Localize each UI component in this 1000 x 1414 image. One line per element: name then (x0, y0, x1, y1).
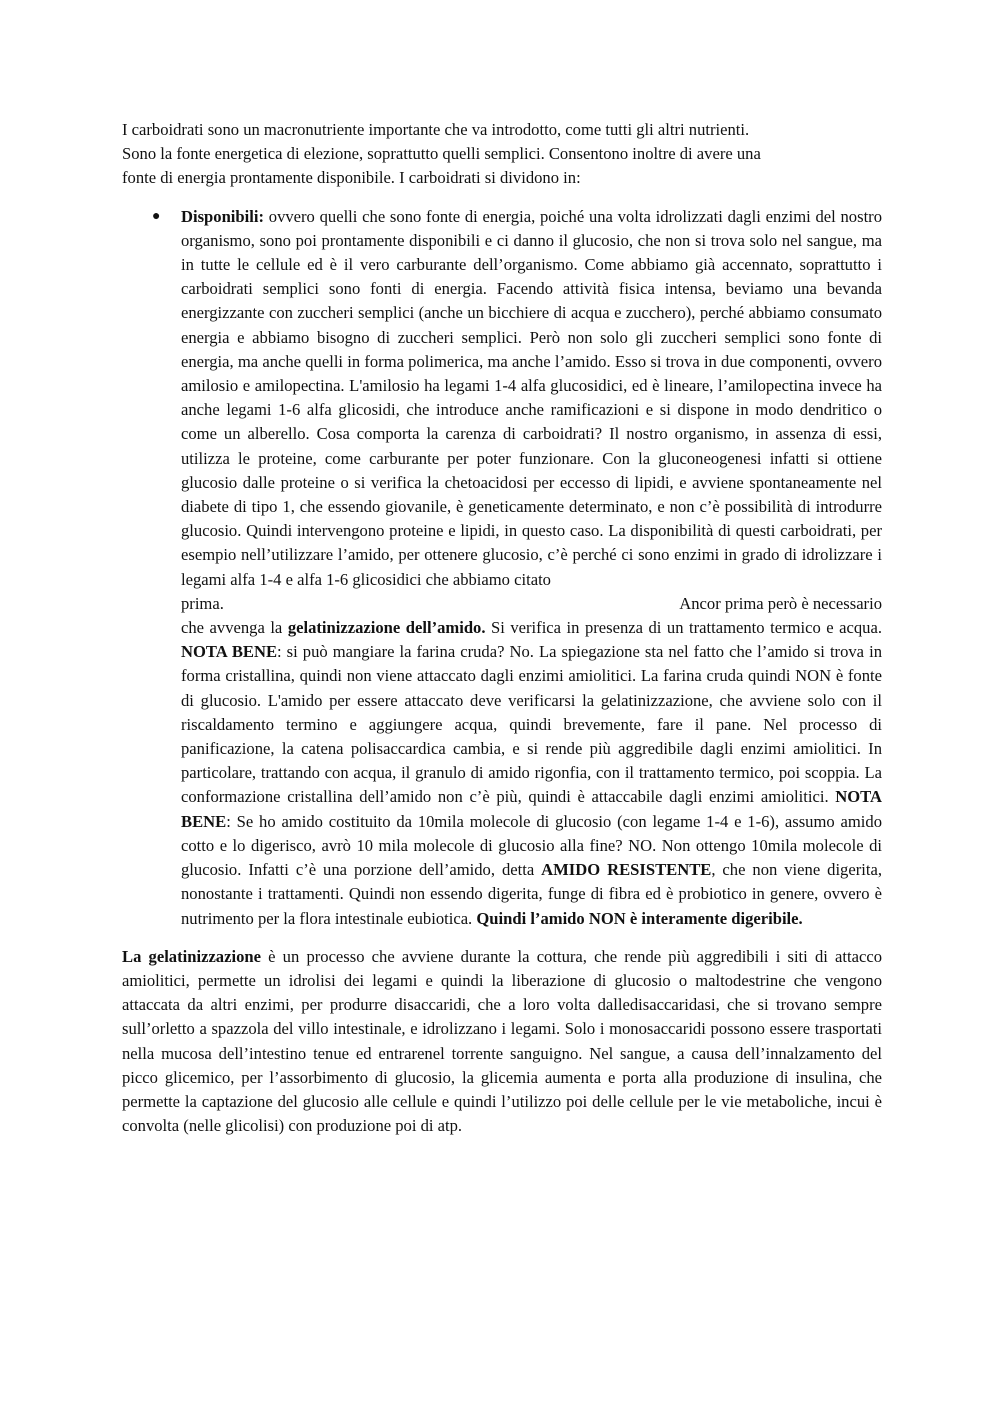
gelatinizzazione-heading: La gelatinizzazione (122, 946, 261, 966)
list-item-text-part1 (181, 205, 882, 592)
body-text: Si verifica in presenza di un trattamento termico e acqua. (485, 618, 882, 638)
body-text: : si può mangiare la farina cruda? No. La spiegazione sta nel fatto che l’amido si trova in forma cristallina, quindi non viene attaccato dagli enzimi amiolitici. La farina cruda quindi NON è fonte di glucosio. L'amido per essere attaccato deve verificarsi la gelatinizzazione, che avviene solo con il riscaldamento termino e aggiungere acqua, quindi brevemente, fare il pane. Nel processo di panificazione, la catena polisaccardica cambia, e si rende più aggredibile dagli enzimi amiolitici. In particolare, trattando con acqua, il granulo di amido rigonfia, con il trattamento termico, poi scoppia. La conformazione cristallina dell’amido non c’è più, quindi è attaccabile dagli enzimi amiolitici. (181, 642, 882, 807)
amido-resistente-bold: AMIDO RESISTENTE (541, 860, 712, 880)
gelatinizzazione-bold: gelatinizzazione dell’amido. (287, 618, 486, 638)
prima-line (181, 592, 882, 616)
body-text: : Se ho amido costituito da 10mila molecole di glucosio (con legame 1-4 e 1-6), assumo amido cotto e lo digerisco, avrò 10 mila molecole di glucosio alla fine? NO. Non ottengo 10mila molecole di glucosio. Infatti c’è una porzione dell’amido, detta (181, 811, 882, 880)
body-text: , che non viene digerita, nonostante i trattamenti. Quindi non essendo digerita, funge di fibra ed è probiotico in genere, ovvero è nutrimento per la flora intestinale eubiotica. (181, 860, 882, 928)
list-item-heading: Disponibili: (181, 206, 265, 226)
list-item-body: ovvero quelli che sono fonte di energia, poiché una volta idrolizzati dagli enzimi del nostro organismo, sono poi prontamente disponibili e ci danno il glucosio, che non si trova solo nel sangue, ma in tutte le cellule ed è il vero carburante dell’organismo. Come abbiamo già accennato, soprattutto i carboidrati semplici sono fonti di energia. Facendo attività fisica intensa, beviamo una bevanda energizzante con zuccheri semplici (anche un bicchiere di acqua e zucchero), perché abbiamo consumato energia e abbiamo bisogno di zuccheri semplici. Però non solo gli zuccheri semplici sono fonte di energia, ma anche quelli in forma polimerica, ma anche l’amido. Esso si trova in due componenti, ovvero amilosio e amilopectina. L'amilosio ha legami 1-4 alfa glucosidici, ed è lineare, l’amilopectina invece ha anche legami 1-6 alfa glicosidi, che introduce anche ramificazioni e si dispone in modo dendritico o come un alberello. Cosa comporta la carenza di carboidrati? Il nostro organismo, in assenza di essi, utilizza le proteine, come carburante per poter funzionare. Con la gluconeogenesi infatti si ottiene glucosio dalle proteine o si verifica la chetoacidosi per eccesso di lipidi, e avviene spontaneamente nel diabete di tipo 1, che essendo giovanile, è geneticamente determinato, e non c’è possibilità di introdurre glucosio. Quindi intervengono proteine e lipidi, in questo caso. La disponibilità di questi carboidrati, per esempio nell’utilizzare l’amido, per ottenere glucosio, c’è perché ci sono enzimi in grado di idrolizzare i legami alfa 1-4 e alfa 1-6 glicosidici che abbiamo citato (181, 206, 882, 589)
document-page (122, 118, 882, 1138)
body-text: che avvenga la (181, 618, 288, 638)
prima-text: prima. (181, 593, 224, 613)
intro-line: fonte di energia prontamente disponibile. I carboidrati si dividono in: (122, 168, 581, 188)
bullet-icon: ● (152, 208, 161, 224)
intro-line: I carboidrati sono un macronutriente importante che va introdotto, come tutti gli altri nutrienti. (122, 120, 750, 139)
gelatinizzazione-paragraph (122, 945, 882, 1139)
list-item-text-part2 (181, 616, 882, 931)
closing-bold: Quindi l’amido NON è interamente digeribile. (476, 908, 803, 928)
carbohydrate-list (122, 205, 882, 931)
list-item-disponibili (122, 205, 882, 931)
intro-paragraph (122, 118, 882, 191)
gelatinizzazione-body: è un processo che avviene durante la cottura, che rende più aggredibili i siti di attacco amiolitici, permette un idrolisi dei legami e quindi la liberazione di glucosio o maltodestrine che vengono attaccata da altri enzimi, per produrre disaccaridi, che a loro volta dalledisaccaridasi, che si trovano sempre sull’orletto a spazzola del villo intestinale, e idrolizzano i legami. Solo i monosaccaridi possono essere trasportati nella mucosa dell’intestino tenue ed entrarenel torrente sanguigno. Nel sangue, a causa dell’innalzamento del picco glicemico, per l’assorbimento di glucosio, la glicemia aumenta e porta alla produzione di insulina, che permette la captazione del glucosio alle cellule e quindi l’utilizzo poi delle cellule per le vie metaboliche, incui è convolta (nelle glicolisi) con produzione poi di atp. (122, 946, 882, 1136)
ancor-text: Ancor prima però è necessario (679, 593, 882, 613)
intro-line: Sono la fonte energetica di elezione, soprattutto quelli semplici. Consentono inoltre di avere una (122, 144, 761, 164)
nota-bene-bold: NOTA BENE (181, 787, 882, 831)
nota-bene-bold: NOTA BENE (181, 642, 278, 662)
